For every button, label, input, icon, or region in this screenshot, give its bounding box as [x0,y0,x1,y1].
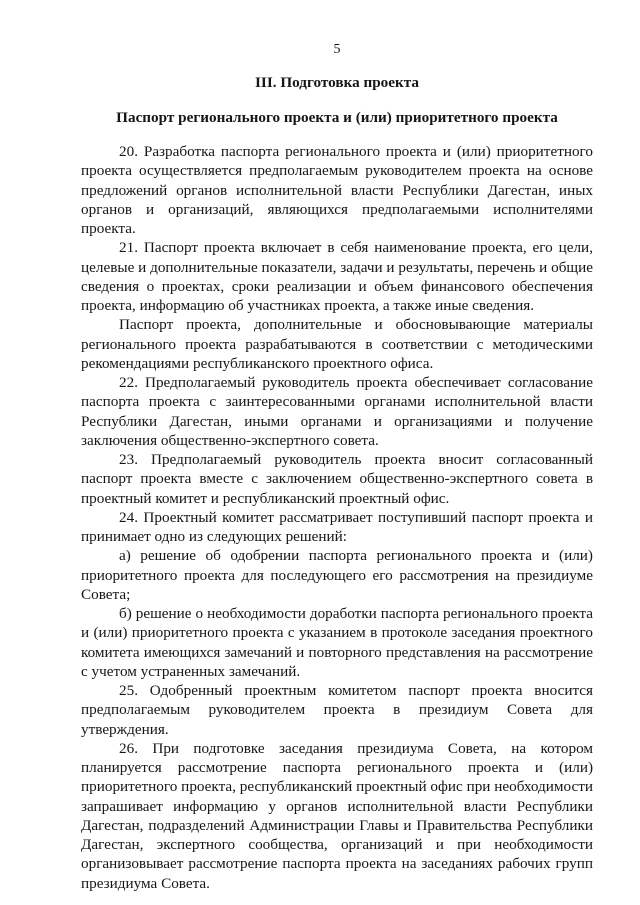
paragraph-22: 22. Предполагаемый руководитель проекта обеспечивает согласование паспорта проекта с заинтересованными органами исполнительной власти Республики Дагестан, иными органами и организациями и получение заключения общественно-экспертного совета. [81,374,593,449]
paragraph-21: 21. Паспорт проекта включает в себя наименование проекта, его цели, целевые и дополнительные показатели, задачи и результаты, перечень и общие сведения о проектах, сроки реализации и объем финансового обеспечения проекта, информацию об участниках проекта, а также иные сведения. [81,239,593,314]
subsection-title: Паспорт регионального проекта и (или) приоритетного проекта [116,109,558,126]
document-body [81,142,593,893]
section-title: III. Подготовка проекта [255,74,419,91]
paragraph-24-item-a: а) решение об одобрении паспорта регионального проекта и (или) приоритетного проекта для последующего его рассмотрения на президиуме Совета; [81,547,593,603]
page-number: 5 [333,42,341,57]
paragraph-20: 20. Разработка паспорта регионального проекта и (или) приоритетного проекта осуществляется предполагаемым руководителем проекта на основе предложений органов исполнительной власти Республики Дагестан, иных органов и организаций, являющихся предполагаемыми исполнителями проекта. [81,143,593,237]
paragraph-21-continuation: Паспорт проекта, дополнительные и обосновывающие материалы регионального проекта разрабатываются в соответствии с методическими рекомендациями республиканского проектного офиса. [81,316,593,372]
paragraph-25: 25. Одобренный проектным комитетом паспорт проекта вносится предполагаемым руководителем проекта в президиум Совета для утверждения. [81,682,593,738]
paragraph-26: 26. При подготовке заседания президиума Совета, на котором планируется рассмотрение паспорта регионального проекта и (или) приоритетного проекта, республиканский проектный офис при необходимости запрашивает информацию у органов исполнительной власти Республики Дагестан, подразделений Администрации Главы и Правительства Республики Дагестан, экспертного сообщества, организаций и при необходимости организовывает рассмотрение паспорта проекта на заседаниях рабочих групп президиума Совета. [81,739,593,892]
paragraph-24: 24. Проектный комитет рассматривает поступивший паспорт проекта и принимает одно из следующих решений: [81,508,593,545]
paragraph-24-item-b: б) решение о необходимости доработки паспорта регионального проекта и (или) приоритетного проекта с указанием в протоколе заседания проектного комитета имеющихся замечаний и повторного представления на рассмотрение с учетом устраненных замечаний. [81,605,593,680]
paragraph-23: 23. Предполагаемый руководитель проекта вносит согласованный паспорт проекта вместе с заключением общественно-экспертного совета в проектный комитет и республиканский проектный офис. [81,451,593,507]
